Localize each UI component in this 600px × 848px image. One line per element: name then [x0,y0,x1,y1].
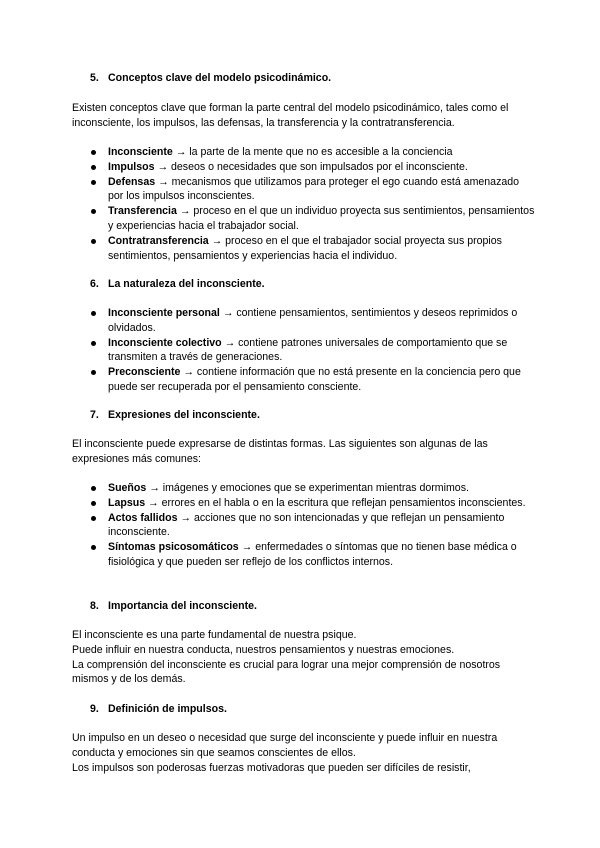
section-number: 8. [90,600,99,612]
definition: → errores en el habla o en la escritura que reflejan pensamientos inconscientes. [148,496,526,509]
term: Preconsciente [108,366,181,379]
paragraph-line: Un impulso en un deseo o necesidad que surge del inconsciente y puede influir en nuestra conducta y emociones sin que seamos conscientes de ellos. [72,732,498,759]
definition: → contiene pensamientos, sentimientos y deseos reprimidos o olvidados. [108,307,518,334]
section-paragraph [72,731,532,775]
term: Contratransferencia [108,234,209,247]
definition: → la parte de la mente que no es accesible a la conciencia [175,146,453,158]
section-title: Definición de impulsos. [108,703,227,715]
term: Lapsus [108,496,146,509]
section-title: Importancia del inconsciente. [108,600,257,612]
definition: → contiene patrones universales de comportamiento que se transmiten a través de generaciones. [108,336,508,364]
term: Síntomas psicosomáticos [108,541,239,554]
section-paragraph [72,628,532,687]
section-number: 7. [90,409,99,421]
bullet-list [90,145,535,263]
definition: → acciones que no son intencionadas y que reflejan un pensamiento inconsciente. [108,511,505,539]
paragraph-line: La comprensión del inconsciente es crucial para lograr una mejor comprensión de nosotros mismos y de los demás. [72,658,501,686]
definition: → enfermedades o síntomas que no tienen base médica o fisiológica y que pueden ser reflejo de los conflictos internos. [108,541,517,568]
term: Inconsciente personal [108,307,220,319]
term: Transferencia [108,205,177,218]
list-item [90,540,535,570]
definition: → deseos o necesidades que son impulsados por el inconsciente. [157,160,468,173]
bullet-list [90,481,535,570]
term: Sueños [108,482,147,494]
list-item [90,234,535,264]
term: Impulsos [108,160,155,173]
term: Defensas [108,175,156,188]
list-item [90,365,535,395]
list-item [90,204,535,234]
term: Actos fallidos [108,511,178,524]
section-heading [90,71,331,86]
definition: → contiene información que no está presente en la conciencia pero que puede ser recuperada por el pensamiento consciente. [108,366,521,393]
definition: → proceso en el que el trabajador social proyecta sus propios sentimientos, pensamientos y experiencias hacia el individuo. [108,234,502,262]
section-number: 9. [90,703,99,715]
list-item [90,496,535,511]
section-title: Expresiones del inconsciente. [108,409,260,421]
list-item [90,336,535,366]
section-heading [90,702,227,717]
paragraph-line: El inconsciente es una parte fundamental de nuestra psique. [72,629,357,641]
definition: → mecanismos que utilizamos para proteger el ego cuando está amenazado por los impulsos inconscientes. [108,175,520,203]
term: Inconsciente [108,146,173,158]
bullet-list [90,306,535,395]
list-item [90,145,535,160]
list-item [90,306,535,336]
section-title: La naturaleza del inconsciente. [108,278,265,290]
list-item [90,511,535,541]
section-heading [90,599,257,614]
paragraph-line: Los impulsos son poderosas fuerzas motivadoras que pueden ser difíciles de resistir, [72,761,471,774]
section-heading [90,408,260,423]
section-number: 6. [90,278,99,290]
section-paragraph [72,437,532,467]
section-number: 5. [90,72,99,84]
paragraph-line: Existen conceptos clave que forman la parte central del modelo psicodinámico, tales como el inconsciente, los impulsos, las defensas, la transferencia y la contratransferencia. [72,102,509,129]
term: Inconsciente colectivo [108,336,222,349]
paragraph-line: El inconsciente puede expresarse de distintas formas. Las siguientes son algunas de las expresiones más comunes: [72,438,488,465]
section-title: Conceptos clave del modelo psicodinámico. [108,72,332,84]
section-heading [90,277,265,292]
paragraph-line: Puede influir en nuestra conducta, nuestros pensamientos y nuestras emociones. [72,643,455,656]
section-paragraph [72,101,532,131]
list-item [90,160,535,175]
list-item [90,175,535,205]
definition: → proceso en el que un individuo proyecta sus sentimientos, pensamientos y experiencias hacia el trabajador social. [108,205,535,232]
definition: → imágenes y emociones que se experimentan mientras dormimos. [149,482,469,494]
list-item [90,481,535,496]
